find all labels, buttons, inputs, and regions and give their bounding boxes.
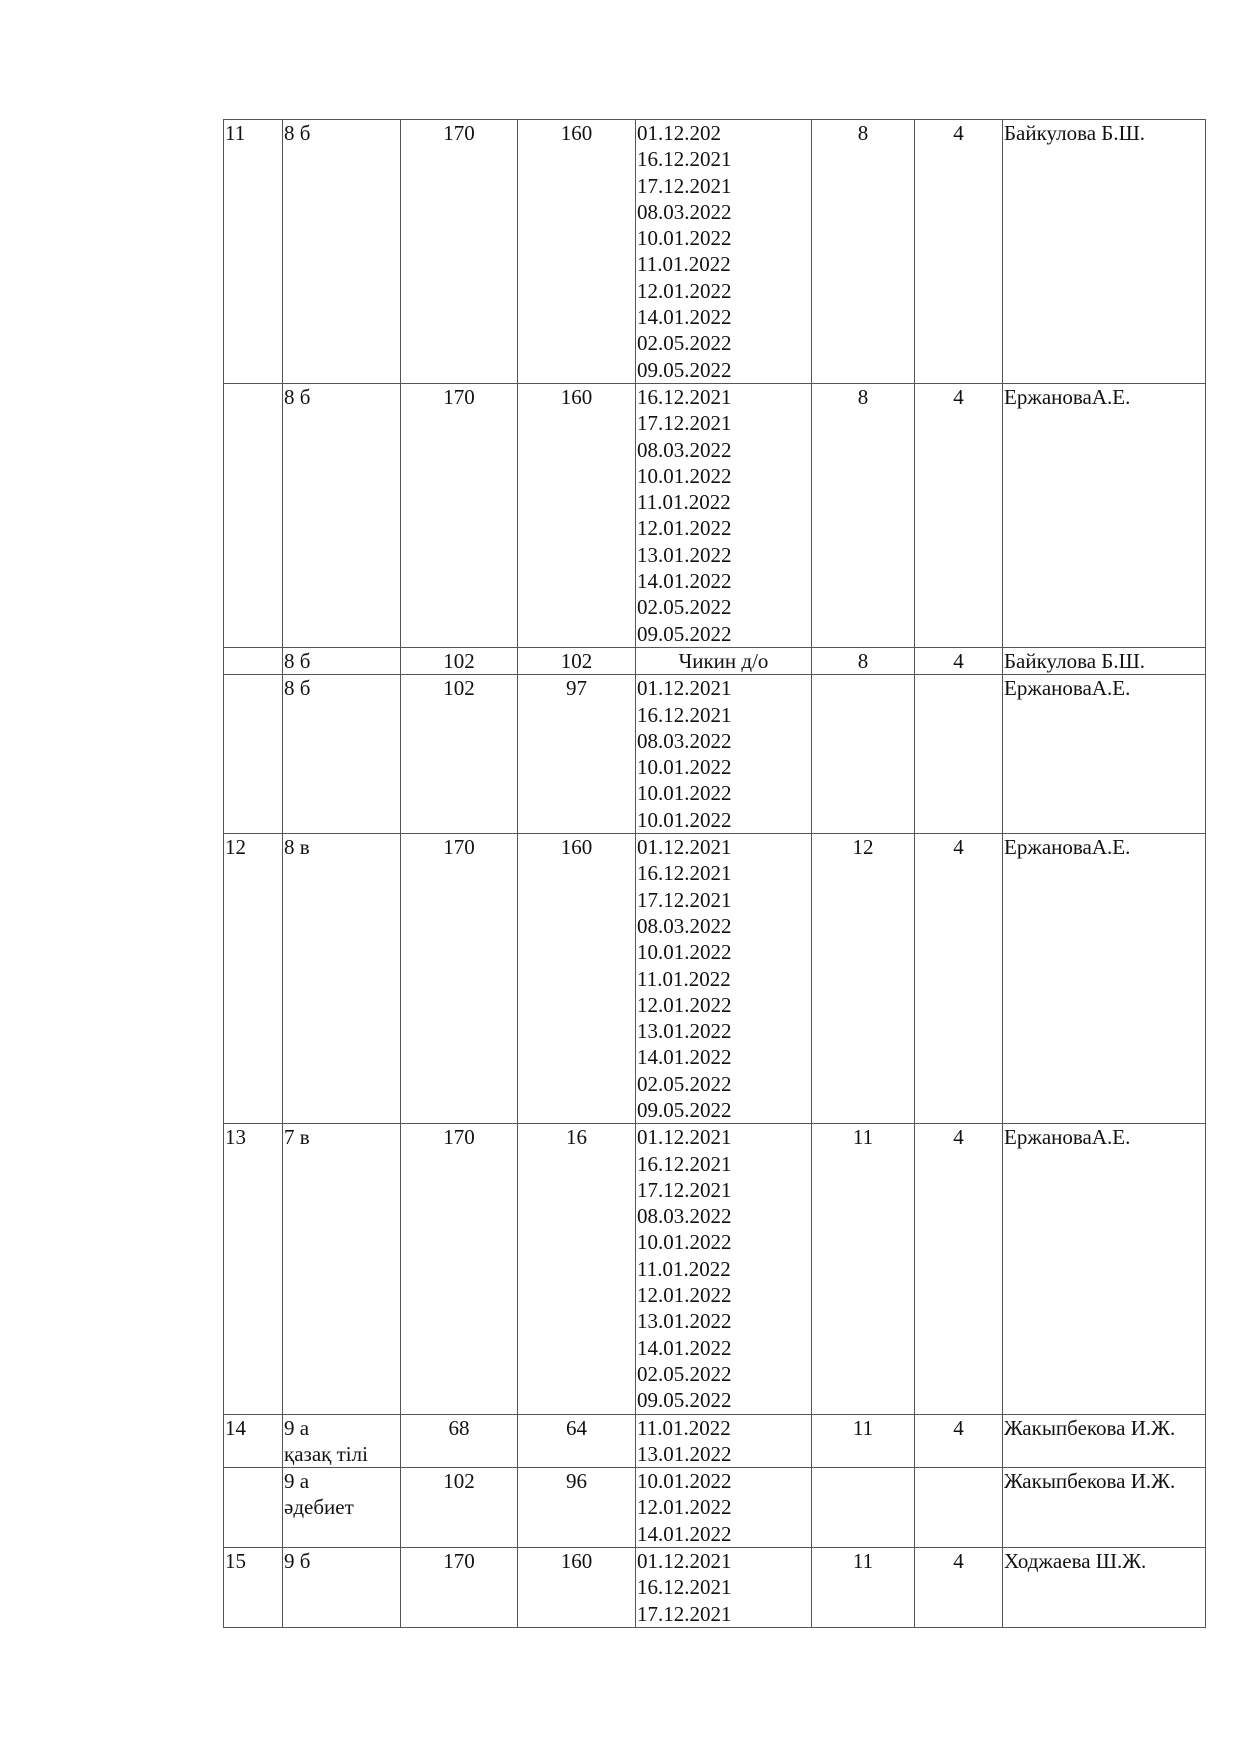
class-label: 9 а: [284, 1469, 310, 1494]
table-row: [224, 1124, 1206, 1414]
date-entry: 14.01.2022: [637, 1521, 732, 1546]
class-cell: [283, 1414, 401, 1468]
row-number: 15: [225, 1549, 246, 1574]
date-entry: 16.12.2021: [637, 1575, 732, 1600]
teacher-name: Байкулова Б.Ш.: [1004, 121, 1146, 145]
row-number-cell: [224, 1468, 283, 1548]
teacher-cell: [1003, 383, 1206, 647]
teacher-cell: [1003, 1468, 1206, 1548]
hours-planned-cell: [401, 383, 518, 647]
teacher-cell: [1003, 834, 1206, 1124]
date-entry: 02.05.2022: [637, 595, 732, 620]
hours-planned-cell: [401, 1124, 518, 1414]
dates-cell: [636, 1468, 812, 1548]
class-label: 8 б: [284, 648, 311, 673]
hours-planned-cell: [401, 675, 518, 834]
count-cell: [812, 675, 915, 834]
table-row: [224, 675, 1206, 834]
date-entry: 17.12.2021: [637, 173, 732, 198]
count-cell: [812, 834, 915, 1124]
date-entry: 10.01.2022: [637, 1469, 732, 1494]
class-cell: [283, 834, 401, 1124]
class-label: қазақ тілі: [284, 1441, 368, 1466]
class-cell: [283, 383, 401, 647]
date-entry: 16.12.2021: [637, 702, 732, 727]
number-cell: [915, 675, 1003, 834]
count-cell: [812, 647, 915, 674]
number-value: 4: [953, 648, 964, 673]
row-number-cell: [224, 120, 283, 384]
class-cell: [283, 1468, 401, 1548]
date-entry: 02.05.2022: [637, 1071, 732, 1096]
date-entry: 13.01.2022: [637, 1019, 732, 1044]
date-entry: 10.01.2022: [637, 755, 732, 780]
dates-cell: [636, 834, 812, 1124]
hours-given-cell: [518, 1468, 636, 1548]
date-entry: 02.05.2022: [637, 331, 732, 356]
date-entry: 11.01.2022: [637, 252, 731, 277]
date-entry: 01.12.2021: [637, 1549, 732, 1574]
hours-given: 160: [560, 121, 593, 145]
table-row: [224, 120, 1206, 384]
date-entry: 08.03.2022: [637, 728, 732, 753]
hours-given-cell: [518, 647, 636, 674]
dates-cell: [636, 120, 812, 384]
date-entry: 16.12.2021: [637, 861, 732, 886]
date-entry: 01.12.2021: [637, 835, 732, 860]
date-entry: 16.12.2021: [637, 147, 732, 172]
date-entry: 08.03.2022: [637, 1204, 732, 1229]
date-entry: 17.12.2021: [637, 411, 732, 436]
number-value: 4: [953, 121, 964, 145]
date-entry: 01.12.202: [637, 121, 721, 145]
hours-given-cell: [518, 1414, 636, 1468]
count-value: 11: [852, 1125, 874, 1150]
count-value: 8: [857, 121, 869, 145]
date-entry: 11.01.2022: [637, 490, 731, 515]
date-entry: 10.01.2022: [637, 463, 732, 488]
date-entry: 10.01.2022: [637, 226, 732, 251]
hours-given-cell: [518, 834, 636, 1124]
hours-planned: 102: [443, 648, 475, 673]
date-entry: 10.01.2022: [637, 940, 732, 965]
number-cell: [915, 383, 1003, 647]
dates-cell: [636, 1414, 812, 1468]
hours-planned: 170: [443, 1549, 475, 1574]
teacher-name: ЕржановаА.Е.: [1004, 384, 1131, 409]
hours-planned: 170: [443, 1125, 475, 1150]
hours-given: 64: [566, 1415, 587, 1440]
row-number-cell: [224, 1124, 283, 1414]
schedule-table: [223, 119, 1206, 1628]
date-entry: 12.01.2022: [637, 1495, 732, 1520]
teacher-name: Жакыпбекова И.Ж.: [1004, 1415, 1176, 1440]
date-entry: 17.12.2021: [637, 887, 732, 912]
class-label: 9 а: [284, 1415, 310, 1440]
row-number-cell: [224, 647, 283, 674]
table-body: [224, 120, 1206, 1628]
hours-given-cell: [518, 1124, 636, 1414]
date-entry: 09.05.2022: [637, 357, 732, 382]
count-cell: [812, 1414, 915, 1468]
number-cell: [915, 647, 1003, 674]
hours-planned: 68: [448, 1415, 470, 1440]
hours-given: 102: [560, 648, 593, 673]
count-value: 11: [852, 1415, 874, 1440]
date-entry: 01.12.2021: [637, 1125, 732, 1150]
teacher-cell: [1003, 675, 1206, 834]
date-entry: 11.01.2022: [637, 966, 731, 991]
hours-planned-cell: [401, 834, 518, 1124]
count-cell: [812, 1124, 915, 1414]
row-number-cell: [224, 1414, 283, 1468]
date-entry: 13.01.2022: [637, 1441, 732, 1466]
class-label: 8 в: [284, 835, 310, 860]
date-entry: 14.01.2022: [637, 569, 732, 594]
date-entry: 12.01.2022: [637, 278, 732, 303]
date-entry: 02.05.2022: [637, 1361, 732, 1386]
number-cell: [915, 834, 1003, 1124]
hours-given: 160: [560, 835, 593, 860]
date-entry: 13.01.2022: [637, 1309, 732, 1334]
table-row: [224, 1468, 1206, 1548]
number-value: 4: [953, 384, 964, 409]
number-value: 4: [953, 1125, 964, 1150]
hours-given: 160: [560, 384, 593, 409]
number-cell: [915, 1124, 1003, 1414]
number-cell: [915, 1414, 1003, 1468]
hours-given: 160: [560, 1549, 593, 1574]
number-value: 4: [953, 835, 964, 860]
date-entry: 09.05.2022: [637, 1388, 732, 1413]
hours-planned: 102: [443, 676, 475, 701]
teacher-name: Жакыпбекова И.Ж.: [1004, 1469, 1176, 1494]
class-label: 8 б: [284, 384, 311, 409]
table-row: [224, 834, 1206, 1124]
date-entry: 16.12.2021: [637, 384, 732, 409]
date-entry: 10.01.2022: [637, 1230, 732, 1255]
date-entry: 08.03.2022: [637, 913, 732, 938]
teacher-cell: [1003, 647, 1206, 674]
date-entry: 12.01.2022: [637, 1283, 732, 1308]
class-label: әдебиет: [284, 1495, 354, 1520]
teacher-cell: [1003, 1124, 1206, 1414]
count-cell: [812, 120, 915, 384]
number-cell: [915, 1548, 1003, 1628]
class-label: 9 б: [284, 1549, 311, 1574]
row-number: 14: [225, 1415, 246, 1440]
teacher-cell: [1003, 1414, 1206, 1468]
date-entry: 09.05.2022: [637, 1097, 732, 1122]
dates-cell: [636, 1124, 812, 1414]
class-cell: [283, 1124, 401, 1414]
class-label: 8 б: [284, 676, 311, 701]
count-cell: [812, 1548, 915, 1628]
dates-cell: [636, 647, 812, 674]
row-number-cell: [224, 383, 283, 647]
row-number-cell: [224, 675, 283, 834]
date-entry: 11.01.2022: [637, 1256, 731, 1281]
hours-given: 96: [566, 1469, 587, 1494]
number-cell: [915, 1468, 1003, 1548]
date-entry: 12.01.2022: [637, 516, 732, 541]
hours-planned: 170: [443, 384, 475, 409]
row-number: 13: [225, 1125, 246, 1150]
date-entry: 12.01.2022: [637, 992, 732, 1017]
teacher-name: Байкулова Б.Ш.: [1004, 648, 1146, 673]
date-entry: 17.12.2021: [637, 1601, 732, 1626]
hours-planned-cell: [401, 1468, 518, 1548]
table-row: [224, 647, 1206, 674]
hours-given-cell: [518, 120, 636, 384]
count-value: 8: [857, 648, 869, 673]
number-cell: [915, 120, 1003, 384]
hours-planned: 170: [443, 121, 475, 145]
count-value: 8: [857, 384, 869, 409]
number-value: 4: [953, 1549, 964, 1574]
row-number: 12: [225, 835, 246, 860]
class-cell: [283, 1548, 401, 1628]
date-entry: 14.01.2022: [637, 1045, 732, 1070]
teacher-name: ЕржановаА.Е.: [1004, 676, 1131, 701]
table-row: [224, 1414, 1206, 1468]
date-entry: 14.01.2022: [637, 1335, 732, 1360]
dates-cell: [636, 1548, 812, 1628]
teacher-name: ЕржановаА.Е.: [1004, 1125, 1131, 1150]
date-entry: 17.12.2021: [637, 1177, 732, 1202]
hours-given-cell: [518, 383, 636, 647]
hours-planned-cell: [401, 120, 518, 384]
date-entry: 11.01.2022: [637, 1415, 731, 1440]
date-entry: 10.01.2022: [637, 781, 732, 806]
dates-cell: [636, 383, 812, 647]
date-entry: 16.12.2021: [637, 1151, 732, 1176]
hours-planned-cell: [401, 1548, 518, 1628]
hours-given-cell: [518, 675, 636, 834]
date-entry: 09.05.2022: [637, 621, 732, 646]
date-entry: 10.01.2022: [637, 807, 732, 832]
hours-given: 97: [566, 676, 587, 701]
hours-planned: 102: [443, 1469, 475, 1494]
hours-planned-cell: [401, 1414, 518, 1468]
hours-planned-cell: [401, 647, 518, 674]
count-cell: [812, 383, 915, 647]
teacher-name: Ходжаева Ш.Ж.: [1004, 1549, 1147, 1574]
date-entry: 14.01.2022: [637, 305, 732, 330]
dates-cell: [636, 675, 812, 834]
class-label: 7 в: [284, 1125, 310, 1150]
date-entry: 08.03.2022: [637, 199, 732, 224]
hours-given: 16: [566, 1125, 587, 1150]
teacher-cell: [1003, 1548, 1206, 1628]
class-cell: [283, 675, 401, 834]
row-number-cell: [224, 1548, 283, 1628]
date-entry: 08.03.2022: [637, 437, 732, 462]
count-value: 11: [852, 1549, 874, 1574]
table-row: [224, 383, 1206, 647]
date-entry: 01.12.2021: [637, 676, 732, 701]
number-value: 4: [953, 1415, 964, 1440]
hours-given-cell: [518, 1548, 636, 1628]
teacher-name: ЕржановаА.Е.: [1004, 835, 1131, 860]
table-row: [224, 1548, 1206, 1628]
class-cell: [283, 647, 401, 674]
class-cell: [283, 120, 401, 384]
teacher-cell: [1003, 120, 1206, 384]
date-entry: 13.01.2022: [637, 542, 732, 567]
row-number-cell: [224, 834, 283, 1124]
hours-planned: 170: [443, 835, 475, 860]
count-cell: [812, 1468, 915, 1548]
class-label: 8 б: [284, 121, 311, 145]
count-value: 12: [852, 835, 874, 860]
row-number: 11: [225, 121, 246, 145]
date-entry: Чикин д/о: [678, 648, 769, 673]
